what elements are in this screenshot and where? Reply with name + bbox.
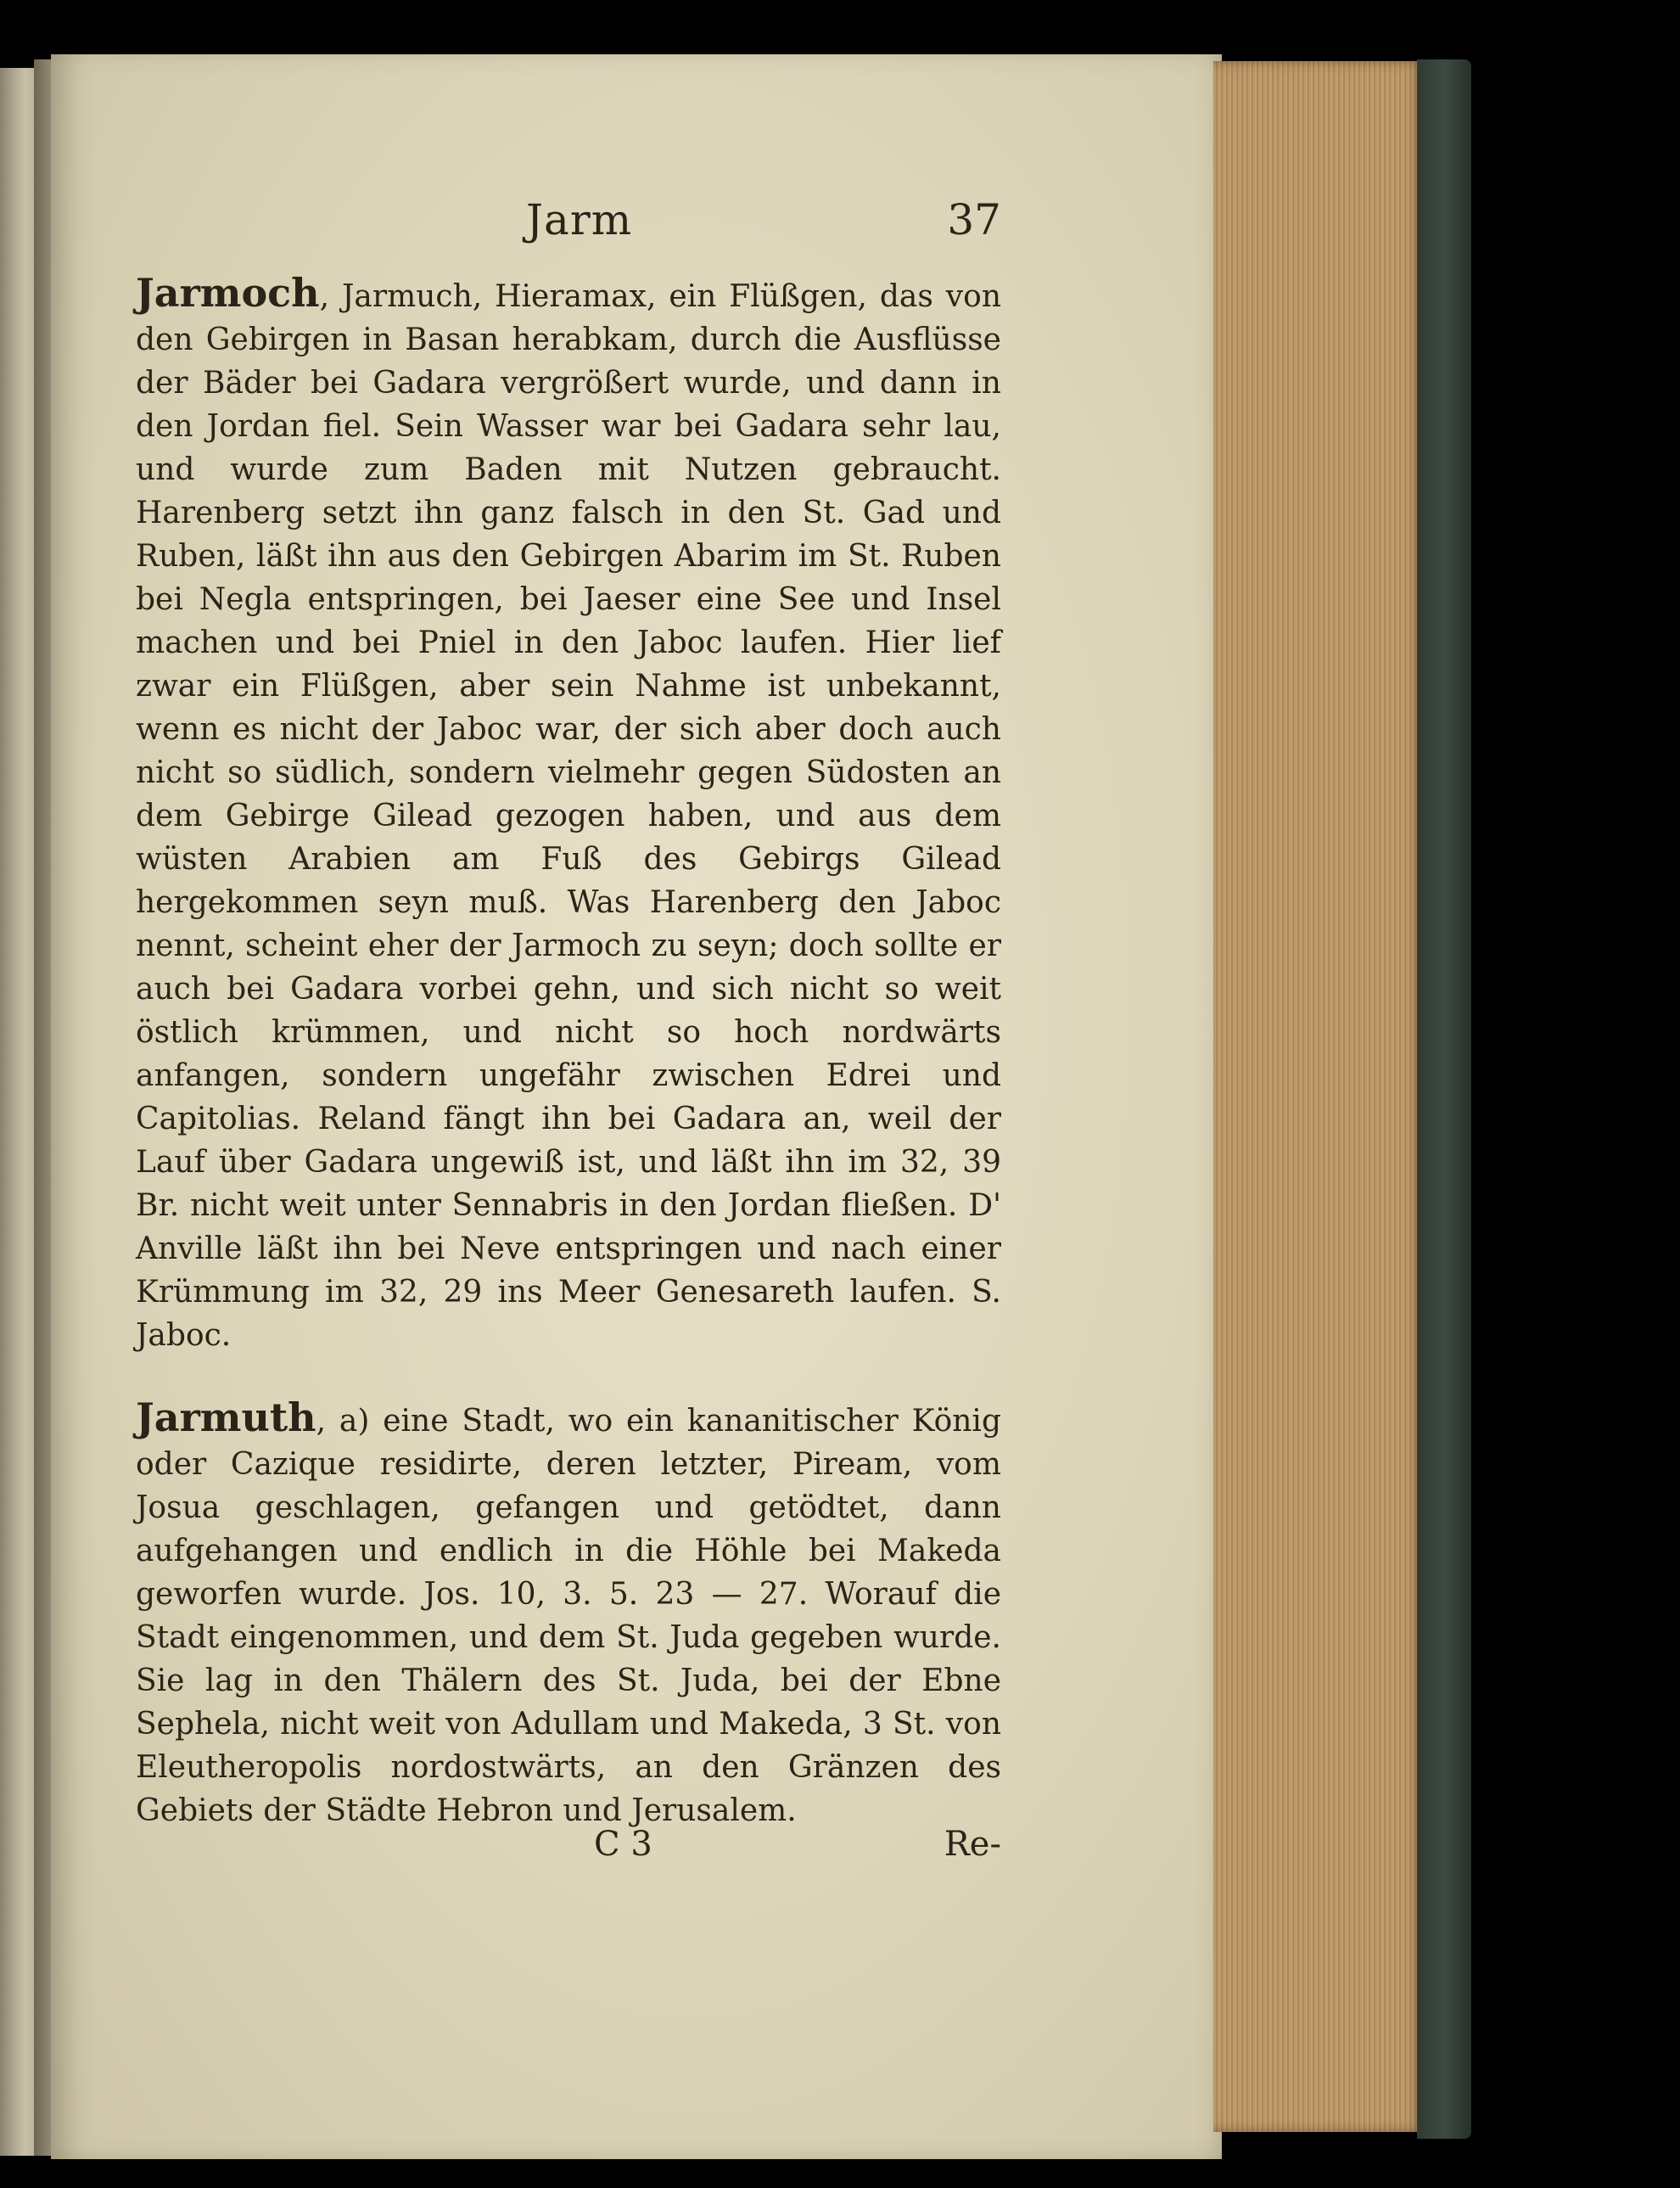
entry-headword: Jarmoch: [136, 270, 320, 316]
page-footer: [136, 1825, 1001, 1876]
dictionary-entry: [136, 272, 1001, 1357]
page-block-edges: [1213, 61, 1425, 2132]
running-head: Jarm: [526, 195, 633, 244]
entry-body: , Jarmuch, Hieramax, ein Flüßgen, das von den Gebirgen in Basan herabkam, durch die Ausflüsse der Bäder bei Gadara vergrößert wurde, und dann in den Jordan fiel. Sein Wasser war bei Gadara sehr lau, und wurde zum Baden mit Nutzen gebraucht. Harenberg setzt ihn ganz falsch in den St. Gad und Ruben, läßt ihn aus den Gebirgen Abarim im St. Ruben bei Negla entspringen, bei Jaeser eine See und Insel machen und bei Pniel in den Jaboc laufen. Hier lief zwar ein Flüßgen, aber sein Nahme ist unbekannt, wenn es nicht der Jaboc war, der sich aber doch auch nicht so südlich, sondern vielmehr gegen Südosten an dem Gebirge Gilead gezogen haben, und aus dem wüsten Arabien am Fuß des Gebirgs Gilead hergekommen seyn muß. Was Harenberg den Jaboc nennt, scheint eher der Jarmoch zu seyn; doch sollte er auch bei Gadara vorbei gehn, und sich nicht so weit östlich krümmen, und nicht so hoch nordwärts anfangen, sondern ungefähr zwischen Edrei und Capitolias. Reland fängt ihn bei Gadara an, weil der Lauf über Gadara ungewiß ist, und läßt ihn im 32, 39 Br. nicht weit unter Sennabris in den Jordan fließen. D' Anville läßt ihn bei Neve entspringen und nach einer Krümmung im 32, 29 ins Meer Genesareth laufen. S. Jaboc.: [136, 279, 1001, 1353]
dictionary-entry: [136, 1396, 1001, 1832]
entry-headword: Jarmuth: [136, 1394, 316, 1440]
entry-body: , a) eine Stadt, wo ein kananitischer König oder Cazique residirte, deren letzter, Piream, vom Josua geschlagen, gefangen und getödtet, dann aufgehangen und endlich in die Höhle bei Makeda geworfen wurde. Jos. 10, 3. 5. 23 — 27. Worauf die Stadt eingenommen, und dem St. Juda gegeben wurde. Sie lag in den Thälern des St. Juda, bei der Ebne Sephela, nicht weit von Adullam und Makeda, 3 St. von Eleutheropolis nordostwärts, an den Gränzen des Gebiets der Städte Hebron und Jerusalem.: [136, 1404, 1001, 1828]
book-cover-edge: [1417, 59, 1471, 2139]
page-number: 37: [947, 195, 1001, 244]
signature-mark: C 3: [594, 1825, 652, 1864]
page-header: [136, 187, 1001, 255]
catchword: Re-: [944, 1825, 1001, 1864]
